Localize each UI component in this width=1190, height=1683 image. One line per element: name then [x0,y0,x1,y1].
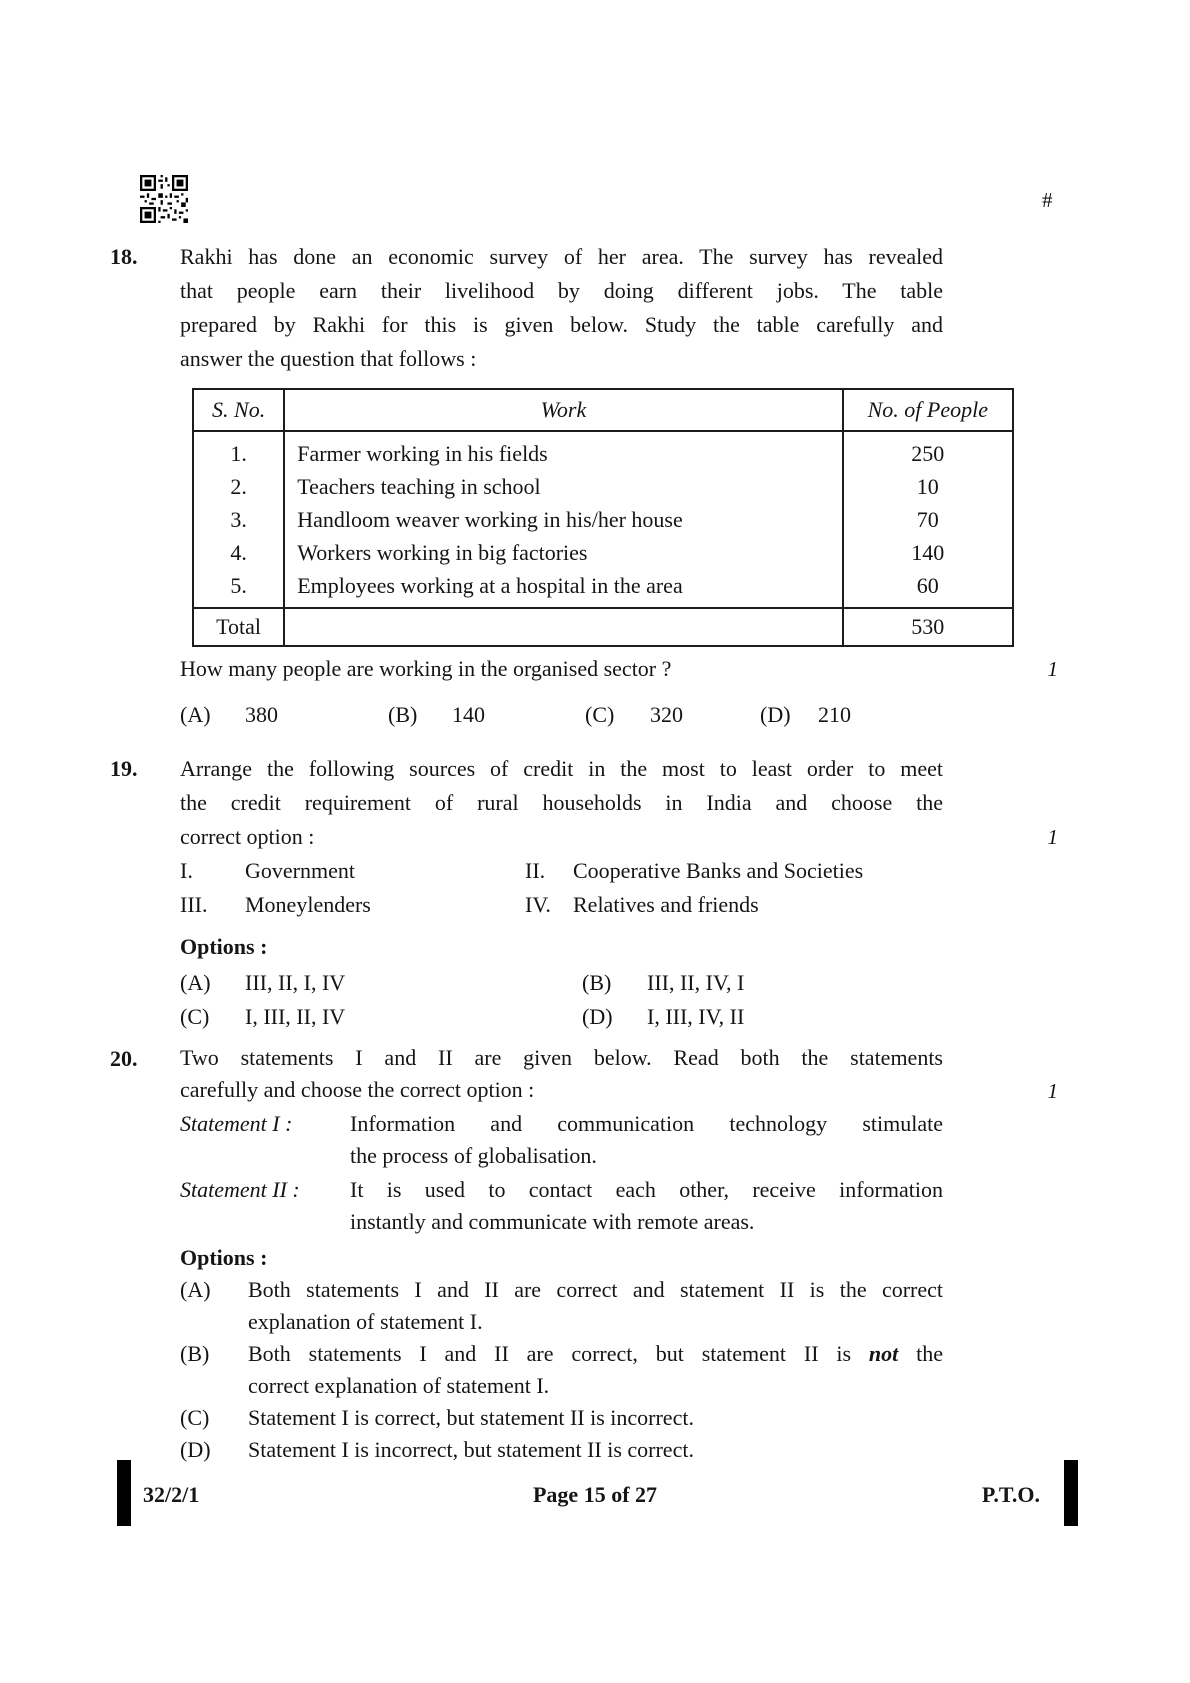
option-text-segment: the [898,1341,943,1366]
statement-line: Information and communication technology stimulate [350,1111,943,1136]
option-label: (A) [180,702,211,727]
option-value: I, III, II, IV [245,1004,346,1029]
cell-sno: 2. [193,470,284,503]
footer-page-indicator: Page 15 of 27 [532,1482,658,1507]
footer-paper-code: 32/2/1 [143,1482,200,1507]
text-line: carefully and choose the correct option : [180,1077,535,1102]
option-value: 380 [245,702,278,727]
statement-line: the process of globalisation. [350,1143,597,1168]
question-text: How many people are working in the organised sector ? [180,656,672,681]
option-value: 210 [818,702,851,727]
text-line: Rakhi has done an economic survey of her area. The survey has revealed [180,244,943,269]
statement-2 [180,1174,1060,1238]
question-18-intro [110,240,1060,376]
cell-people: 70 [843,503,1013,536]
text-line: correct option : [180,824,315,849]
option-label: (B) [388,702,418,727]
hash-mark: # [1042,188,1053,212]
option-label: (B) [180,1341,210,1366]
option-value: 140 [452,702,485,727]
options-heading: Options : [180,1245,268,1270]
statement-line: instantly and communicate with remote areas. [350,1209,755,1234]
qr-code-icon [140,174,188,224]
source-numeral: III. [180,892,208,917]
source-text: Relatives and friends [573,892,759,917]
option-text-line: Both statements I and II are correct and statement II is the correct [248,1277,943,1302]
marks-indicator: 1 [1047,1079,1058,1103]
option-label: (D) [760,702,791,727]
cell-sno: 5. [193,569,284,608]
source-numeral: II. [525,858,546,883]
option-text-line [248,1338,943,1370]
question-19 [110,752,1060,1034]
cell-work: Handloom weaver working in his/her house [284,503,842,536]
question-19-options [180,966,1060,1034]
table-row [193,569,1013,608]
option-label: (D) [180,1437,211,1462]
table-row [193,470,1013,503]
option-label: (B) [582,970,612,995]
option-label: (C) [180,1405,210,1430]
option-d [180,1434,1060,1466]
source-text: Moneylenders [245,892,371,917]
text-line: that people earn their livelihood by doing different jobs. The table [180,278,943,303]
source-text: Government [245,858,355,883]
option-text-line: Statement I is correct, but statement II is incorrect. [248,1405,694,1430]
cell-work: Teachers teaching in school [284,470,842,503]
cell-sno: 4. [193,536,284,569]
option-label: (C) [585,702,615,727]
option-text-line: correct explanation of statement I. [248,1373,550,1398]
total-label: Total [193,608,284,646]
question-20-text [180,1042,943,1106]
question-18-options [180,698,943,732]
cell-sno: 3. [193,503,284,536]
text-line: Arrange the following sources of credit in the most to least order to meet [180,756,943,781]
cell-work: Workers working in big factories [284,536,842,569]
option-value: 320 [650,702,683,727]
statement-1 [180,1108,1060,1172]
option-value: I, III, IV, II [647,1004,745,1029]
table-header-row [193,389,1013,431]
option-text-emphasis: not [868,1341,899,1366]
option-c [180,1402,1060,1434]
cell-people: 140 [843,536,1013,569]
text-line: Two statements I and II are given below. Read both the statements [180,1045,943,1070]
marks-indicator: 1 [1047,825,1058,849]
cell-people: 60 [843,569,1013,608]
statement-line: It is used to contact each other, receive information [350,1177,943,1202]
option-label: (A) [180,1277,211,1302]
options-heading: Options : [180,934,268,959]
question-18-number: 18. [110,244,138,269]
option-value: III, II, I, IV [245,970,346,995]
table-total-row [193,608,1013,646]
text-line: prepared by Rakhi for this is given below. Study the table carefully and [180,312,943,337]
survey-table [192,388,1014,647]
statement-2-label: Statement II : [180,1177,300,1202]
marks-indicator: 1 [1047,657,1058,681]
question-18-text [180,240,943,376]
cell-work: Farmer working in his fields [284,431,842,470]
question-19-number: 19. [110,756,138,781]
source-numeral: I. [180,858,193,883]
option-text-line: Statement I is incorrect, but statement II is correct. [248,1437,694,1462]
option-a [180,1274,1060,1338]
option-label: (C) [180,1004,210,1029]
table-row [193,431,1013,470]
cell-work: Employees working at a hospital in the area [284,569,842,608]
text-line: the credit requirement of rural households in India and choose the [180,790,943,815]
total-value: 530 [843,608,1013,646]
footer-pto-label: P.T.O. [981,1482,1040,1507]
source-text: Cooperative Banks and Societies [573,858,864,883]
credit-sources-list [180,854,1060,922]
question-20-number: 20. [110,1046,138,1071]
statement-1-label: Statement I : [180,1111,293,1136]
table-row [193,536,1013,569]
text-line: answer the question that follows : [180,346,477,371]
source-numeral: IV. [525,892,551,917]
option-b [180,1338,1060,1402]
option-label: (D) [582,1004,613,1029]
col-header-sno: S. No. [193,389,284,431]
option-label: (A) [180,970,211,995]
cell-people: 250 [843,431,1013,470]
col-header-work: Work [284,389,842,431]
table-row [193,503,1013,536]
option-text-line: explanation of statement I. [248,1309,483,1334]
option-value: III, II, IV, I [647,970,745,995]
cell-sno: 1. [193,431,284,470]
cell-people: 10 [843,470,1013,503]
total-blank [284,608,842,646]
col-header-people: No. of People [843,389,1013,431]
footer-bar-right [1064,1460,1078,1526]
question-19-text [180,752,943,854]
option-text-segment: Both statements I and II are correct, but statement II is [248,1341,869,1366]
question-20 [110,1042,1060,1466]
question-18-prompt [110,652,1060,686]
